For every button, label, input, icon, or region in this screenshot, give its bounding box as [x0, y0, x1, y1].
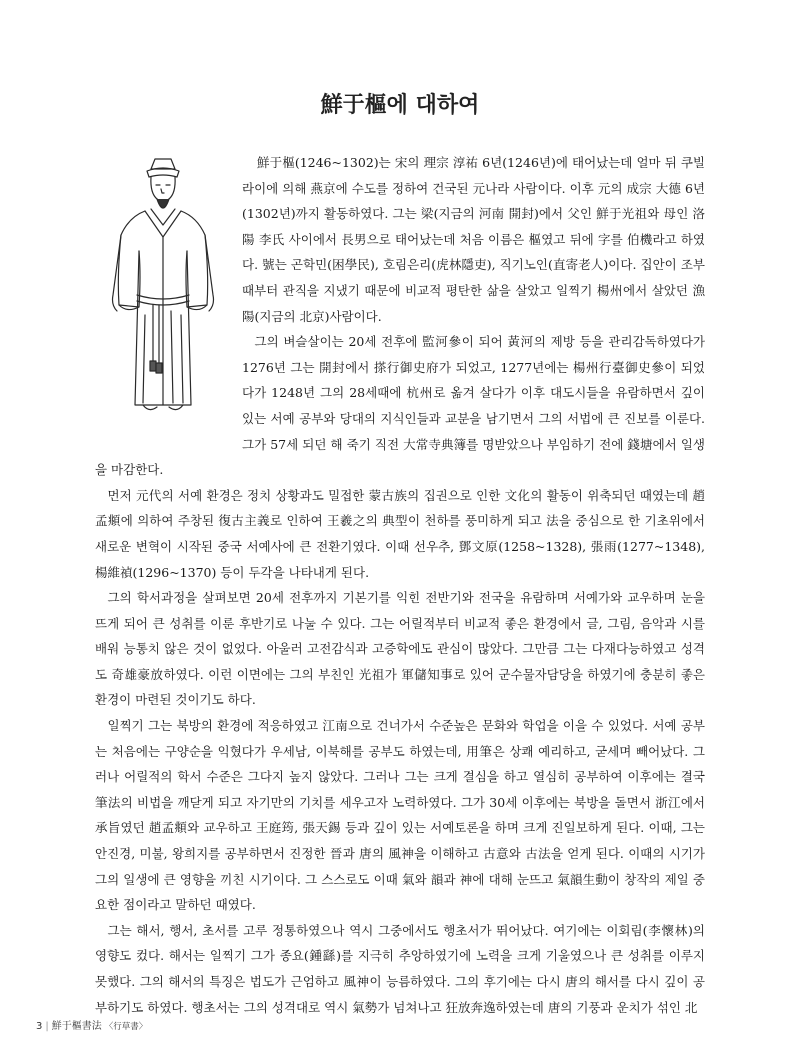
paragraph: 일찍기 그는 북방의 환경에 적응하였고 江南으로 건너가서 수준높은 문화와 학업을 이을 수 있었다. 서예 공부는 처음에는 구양순을 익혔다가 우세남, 이북해를 공부도 하였는데, 用筆은 상쾌 예리하고, 굳세며 빼어났다. 그러나 어릴적의 학서 수준은 그다지 높지 않았다. 그러나 그는 크게 결심을 하고 열심히 공부하여 이후에는 결국 筆法의 비법을 깨닫게 되고 자기만의 기치를 세우고자 노력하였다. 그가 30세 이후에는 북방을 돌면서 浙江에서 承旨였던 趙孟頫와 교우하고 王庭筠, 張天錫 등과 깊이 있는 서예토론을 하며 크게 진일보하게 된다. 이때, 그는 안진경, 미불, 왕희지를 공부하면서 진정한 晉과 唐의 風神을 이해하고 古意와 古法을 얻게 된다. 이때의 시기가 그의 일생에 큰 영향을 끼친 시기이다. 그 스스로도 이때 氣와 韻과 神에 대해 눈뜨고 氣韻生動이 창작의 제일 중요한 점이라고 말하던 때였다. — [95, 718, 705, 913]
page-title: 鮮于樞에 대하여 — [320, 93, 480, 118]
book-subtitle: 〈行草書〉 — [104, 1022, 148, 1032]
page-number: 3 — [36, 1021, 43, 1032]
paragraph: 먼저 元代의 서예 환경은 정치 상황과도 밀접한 蒙古族의 집권으로 인한 文化의 활동이 위축되던 때였는데 趙孟頫에 의하여 주창된 復古主義로 인하여 王羲之의 典型이 천하를 풍미하게 되고 法을 중심으로 한 기초위에서 새로운 변혁이 시작된 중국 서예사에 큰 전환기였다. 이때 선우추, 鄧文原(1258~1328), 張雨(1277~1348), 楊維禎(1296~1370) 등이 두각을 나타내게 된다. — [95, 487, 705, 580]
page-footer — [36, 1017, 147, 1032]
footer-separator: | — [45, 1021, 49, 1032]
paragraph: 鮮于樞(1246~1302)는 宋의 理宗 淳祐 6년(1246년)에 태어났는데 얼마 뒤 쿠빌라이에 의해 燕京에 수도를 정하여 건국된 元나라 사람이다. 이후 元의 成宗 大德 6년(1302년)까지 활동하였다. 그는 梁(지금의 河南 開封)에서 父인 鮮于光祖와 母인 洛陽 李氏 사이에서 長男으로 태어났는데 처음 이름은 樞였고 뒤에 字를 伯機라고 하였다. 號는 곤학민(困學民), 호림은리(虎林隱吏), 직기노인(直寄老人)이다. 집안이 조부때부터 관직을 지냈기 때문에 비교적 평탄한 삶을 살았고 일찍기 楊州에서 살았던 漁陽(지금의 北京)사람이다. — [242, 155, 705, 324]
article-body — [95, 150, 705, 1020]
paragraph: 그의 벼슬살이는 20세 전후에 監河參이 되어 黃河의 제방 등을 관리감독하였다가 1276년 그는 開封에서 搽行御史府가 되었고, 1277년에는 楊州行臺御史參이 되었다가 1248년 그의 28세때에 杭州로 옮겨 살다가 이후 대도시들을 유람하면서 깊이 있는 서예 공부와 당대의 지식인들과 교분을 남기면서 그의 서법에 큰 진보를 이룬다. 그가 57세 되던 해 죽기 직전 大常寺典簿를 명받았으나 부임하기 전에 錢塘에서 일생을 마감한다. — [95, 334, 705, 478]
paragraph: 그는 해서, 행서, 초서를 고루 정통하였으나 역시 그중에서도 행초서가 뛰어났다. 여기에는 이회림(李懷林)의 영향도 컸다. 해서는 일찍기 그가 종요(鍾繇)를 지극히 추앙하였기에 노력을 크게 기울였으나 큰 성취를 이루지 못했다. 그의 해서의 특징은 법도가 근엄하고 風神이 능름하였다. 그의 후기에는 다시 唐의 해서를 다시 깊이 공부하기도 하였다. 행초서는 그의 성격대로 역시 氣勢가 넘쳐나고 狂放奔逸하였는데 唐의 기풍과 운치가 섞인 北 — [95, 922, 705, 1015]
paragraph: 그의 학서과정을 살펴보면 20세 전후까지 기본기를 익힌 전반기와 전국을 유람하며 서예가와 교우하며 눈을 뜨게 되어 큰 성취를 이룬 후반기로 나눌 수 있다. 그는 어릴적부터 비교적 좋은 환경에서 글, 그림, 음악과 시를 배워 능통치 않은 것이 없었다. 아울러 고전감식과 고증학에도 관심이 많았다. 그만큼 그는 다재다능하였고 성격도 奇雄豪放하였다. 이런 이면에는 그의 부친인 光祖가 軍儲知事로 있어 군수물자담당을 하였기에 충분히 좋은 환경이 마련된 것이기도 하다. — [95, 590, 705, 708]
book-title: 鮮于樞書法 — [51, 1021, 102, 1032]
